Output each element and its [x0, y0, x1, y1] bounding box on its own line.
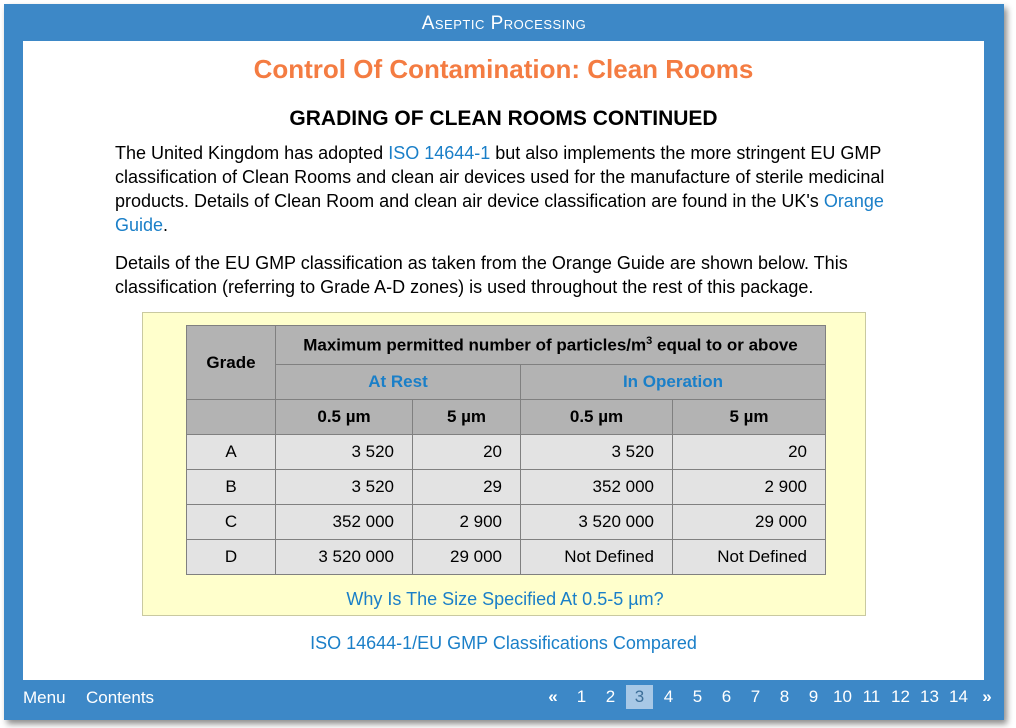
classification-panel [142, 312, 866, 616]
table-cell: 29 000 [673, 505, 826, 540]
max-header-text: Maximum permitted number of particles/m [303, 335, 647, 355]
intro-paragraph [115, 141, 905, 237]
page-link-2[interactable]: 2 [605, 687, 616, 706]
grade-empty-header [187, 400, 276, 435]
orange-guide-link[interactable]: Orange Guide [115, 191, 884, 235]
app-title: Aseptic Processing [421, 13, 587, 34]
table-cell: 29 [413, 470, 521, 505]
grade-cell: B [187, 470, 276, 505]
table-cell: 20 [673, 435, 826, 470]
page-link-13[interactable]: 13 [920, 687, 939, 706]
table-row [187, 470, 826, 505]
table-row [187, 540, 826, 575]
page-link-4[interactable]: 4 [663, 687, 674, 706]
max-header-sup: 3 [646, 334, 653, 347]
page-link-11[interactable]: 11 [862, 687, 881, 706]
prev-page-button[interactable]: « [548, 687, 558, 706]
table-cell: 20 [413, 435, 521, 470]
table-cell: 3 520 000 [521, 505, 673, 540]
table-cell: 3 520 [276, 470, 413, 505]
page-link-10[interactable]: 10 [833, 687, 852, 706]
menu-button[interactable]: Menu [23, 688, 66, 707]
classifications-compared-link[interactable]: ISO 14644-1/EU GMP Classifications Compared [310, 633, 697, 653]
table-cell: 352 000 [276, 505, 413, 540]
intro-text-2: but also implements the more stringent EU GMP classification of Clean Rooms and clean air devices used for the manufacture of sterile medicinal products. Details of Clean Room and clean air device classification are found in the UK's [115, 143, 885, 211]
page-link-7[interactable]: 7 [750, 687, 761, 706]
classification-table [186, 325, 826, 575]
page-link-8[interactable]: 8 [779, 687, 790, 706]
contents-button[interactable]: Contents [86, 688, 155, 707]
size-header: 0.5 µm [521, 400, 673, 435]
grade-cell: C [187, 505, 276, 540]
table-cell: Not Defined [673, 540, 826, 575]
table-cell: 2 900 [413, 505, 521, 540]
app-frame [4, 4, 1004, 720]
page-link-current[interactable]: 3 [626, 685, 653, 709]
page-link-14[interactable]: 14 [949, 687, 968, 706]
size-header: 5 µm [673, 400, 826, 435]
size-header: 0.5 µm [276, 400, 413, 435]
page-link-6[interactable]: 6 [721, 687, 732, 706]
pager [539, 684, 1001, 710]
next-page-button[interactable]: » [982, 687, 992, 706]
table-cell: 29 000 [413, 540, 521, 575]
content-area [23, 41, 984, 680]
grade-cell: D [187, 540, 276, 575]
size-header: 5 µm [413, 400, 521, 435]
table-cell: 3 520 [276, 435, 413, 470]
page-link-5[interactable]: 5 [692, 687, 703, 706]
max-header-tail: equal to or above [652, 335, 798, 355]
table-cell: Not Defined [521, 540, 673, 575]
iso-14644-link[interactable]: ISO 14644-1 [388, 143, 491, 163]
table-row [187, 435, 826, 470]
in-operation-header[interactable]: In Operation [521, 365, 826, 400]
grade-header: Grade [187, 326, 276, 400]
table-cell: 3 520 000 [276, 540, 413, 575]
intro-text-3: . [163, 215, 169, 235]
details-paragraph: Details of the EU GMP classification as taken from the Orange Guide are shown below. This classification (referring to Grade A-D zones) is used throughout the rest of this package. [115, 253, 848, 297]
section-heading: GRADING OF CLEAN ROOMS CONTINUED [289, 107, 718, 130]
table-cell: 2 900 [673, 470, 826, 505]
intro-text-1: The United Kingdom has adopted [115, 143, 389, 163]
at-rest-header[interactable]: At Rest [276, 365, 521, 400]
page-link-9[interactable]: 9 [808, 687, 819, 706]
why-size-link[interactable]: Why Is The Size Specified At 0.5-5 µm? [346, 589, 664, 609]
page-link-1[interactable]: 1 [576, 687, 587, 706]
grade-cell: A [187, 435, 276, 470]
table-row [187, 505, 826, 540]
bottom-nav [4, 684, 1004, 714]
max-particles-header [276, 326, 826, 365]
table-cell: 3 520 [521, 435, 673, 470]
page-link-12[interactable]: 12 [891, 687, 910, 706]
table-cell: 352 000 [521, 470, 673, 505]
page-title: Control Of Contamination: Clean Rooms [253, 54, 754, 84]
